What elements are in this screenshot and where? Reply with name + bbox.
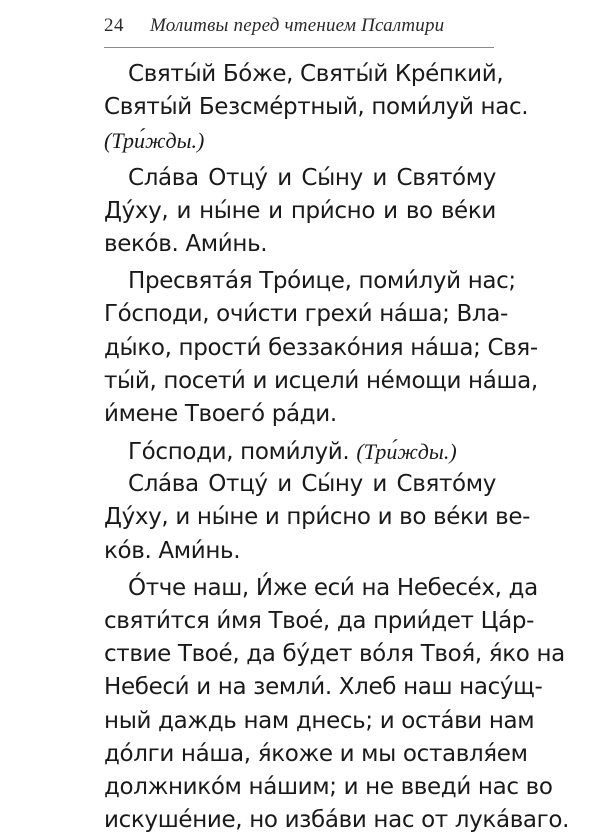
text-line: святи́тся и́мя Твое́, да прии́дет Ца́р- (104, 608, 535, 634)
text-line: искуше́ние, но изба́ви нас от лука́ваго. (104, 807, 570, 834)
page-number: 24 (104, 15, 124, 36)
prayer-text (104, 58, 570, 837)
running-title: Молитвы перед чтением Псалтири (150, 15, 445, 36)
text-line: должнико́м на́шим; и не введи́ нас во (104, 773, 553, 800)
text-line: ствие Твое́, да бу́дет во́ля Твоя́, я́ко на (104, 641, 565, 668)
lord-have-mercy: Го́споди, поми́луй. (128, 439, 350, 466)
rubric-thrice: (Три́жды.) (104, 128, 205, 154)
text-line: ты́й, посети́ и исцели́ не́мощи на́ша, (104, 367, 538, 394)
text-line: О́тче наш, И́же еси́ на Небесе́х, да (128, 574, 538, 601)
header-rule (104, 47, 494, 48)
page-header (104, 15, 494, 45)
text-line: Ду́ху, и ны́не и при́сно и во ве́ки (104, 197, 496, 224)
text-line: Го́споди, очи́сти грехи́ на́ша; Вла- (104, 301, 508, 328)
text-line: и́мене Твоего́ ра́ди. (104, 400, 337, 427)
rubric-thrice: (Три́жды.) (356, 439, 457, 465)
text-line: Святы́й Безсме́ртный, поми́луй нас. (104, 94, 529, 121)
text-line: веко́в. Ами́нь. (104, 230, 268, 257)
text-line: Ду́ху, и ны́не и при́сно и во ве́ки ве- (104, 504, 531, 531)
text-line: Святы́й Бо́же, Святы́й Кре́пкий, (128, 61, 504, 87)
text-line: Небеси́ и на земли́. Хлеб наш насу́щ- (104, 674, 543, 701)
text-line: до́лги на́ша, я́коже и мы оставля́ем (104, 740, 528, 767)
text-line: ды́ко, прости́ беззако́ния на́ша; Свя- (104, 334, 538, 361)
text-line (104, 435, 496, 468)
text-line: Сла́ва Отцу́ и Сы́ну и Свято́му (128, 164, 496, 191)
text-line: Пресвята́я Тро́ице, поми́луй нас; (128, 268, 516, 295)
text-line: ный даждь нам днесь; и оста́ви нам (104, 707, 535, 734)
text-line: Сла́ва Отцу́ и Сы́ну и Свято́му (128, 471, 496, 498)
text-line (104, 124, 496, 157)
text-line: ко́в. Ами́нь. (104, 537, 241, 564)
